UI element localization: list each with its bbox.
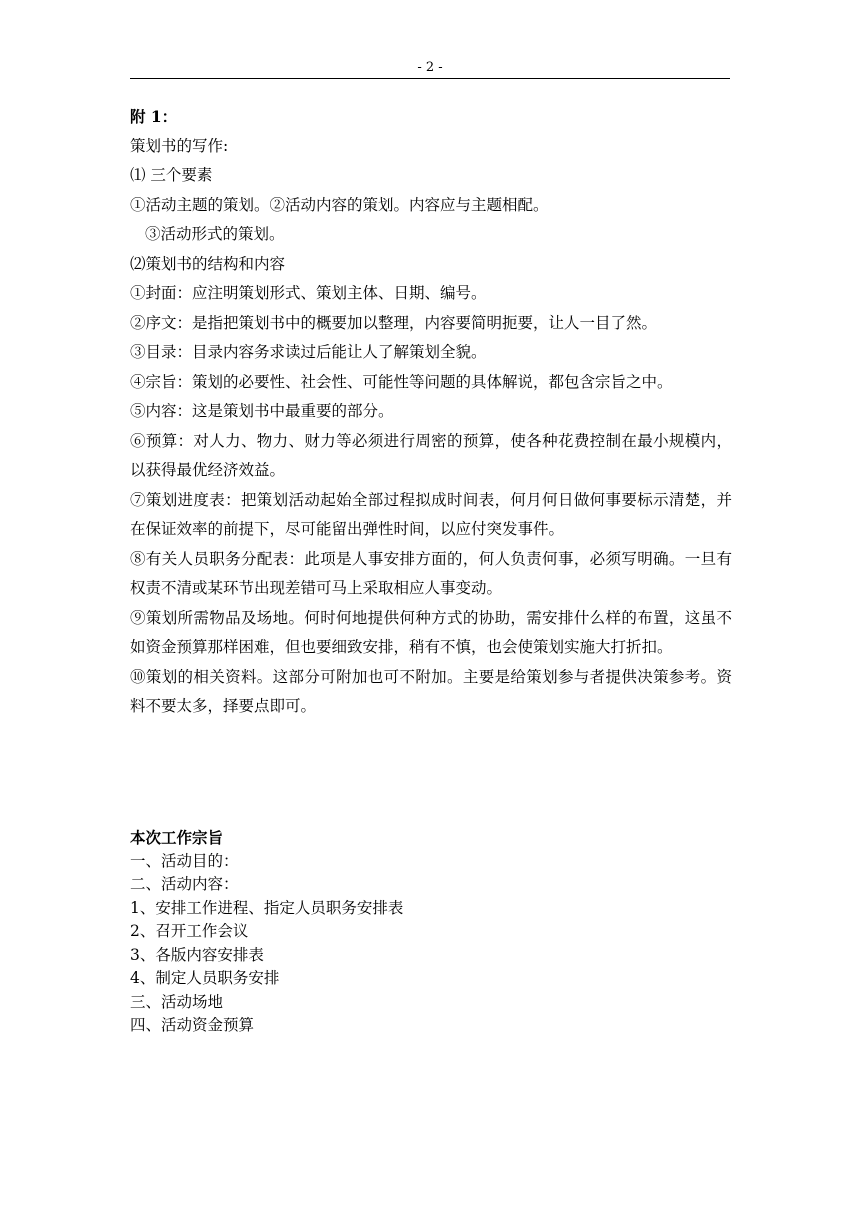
work-purpose-line: 1、安排工作进程、指定人员职务安排表 [130, 898, 404, 917]
appendix-section [130, 102, 732, 722]
structure-item-staffing: ⑧有关人员职务分配表：此项是人事安排方面的，何人负责何事，必须写明确。一旦有权责不清或某环节出现差错可马上采取相应人事变动。 [130, 549, 732, 597]
structure-heading: ⑵策划书的结构和内容 [130, 254, 286, 273]
structure-item-contents: ③目录：目录内容务求读过后能让人了解策划全貌。 [130, 343, 487, 361]
appendix-subtitle: 策划书的写作: [130, 136, 229, 155]
work-purpose-line: 4、制定人员职务安排 [130, 969, 280, 987]
structure-item-references: ⑩策划的相关资料。这部分可附加也可不附加。主要是给策划参与者提供决策参考。资料不要太多，择要点即可。 [130, 667, 732, 715]
elements-heading: ⑴ 三个要素 [130, 166, 213, 184]
element-item: ①活动主题的策划。②活动内容的策划。内容应与主题相配。 [130, 195, 549, 214]
header-rule [130, 78, 730, 79]
element-item: ③活动形式的策划。 [145, 225, 285, 243]
structure-item-content: ⑤内容：这是策划书中最重要的部分。 [130, 402, 394, 420]
work-purpose-line: 一、活动目的： [130, 851, 239, 870]
work-purpose-line: 二、活动内容： [130, 875, 239, 893]
structure-item-budget: ⑥预算：对人力、物力、财力等必须进行周密的预算，使各种花费控制在最小规模内，以获得最优经济效益。 [130, 431, 732, 479]
work-purpose-line: 四、活动资金预算 [130, 1016, 255, 1034]
appendix-title: 附 1： [130, 107, 178, 126]
work-purpose-title: 本次工作宗旨 [130, 828, 224, 847]
structure-item-purpose: ④宗旨：策划的必要性、社会性、可能性等问题的具体解说，都包含宗旨之中。 [130, 372, 673, 391]
page-number: - 2 - [417, 60, 443, 75]
structure-item-cover: ①封面：应注明策划形式、策划主体、日期、编号。 [130, 284, 487, 302]
work-purpose-section [130, 826, 730, 1038]
work-purpose-line: 3、各版内容安排表 [130, 945, 264, 964]
work-purpose-line: 2、召开工作会议 [130, 922, 249, 940]
structure-item-preface: ②序文：是指把策划书中的概要加以整理，内容要简明扼要，让人一目了然。 [130, 313, 658, 332]
structure-item-materials: ⑨策划所需物品及场地。何时何地提供何种方式的协助，需安排什么样的布置，这虽不如资金预算那样困难，但也要细致安排，稍有不慎，也会使策划实施大打折扣。 [130, 608, 732, 656]
work-purpose-line: 三、活动场地 [130, 992, 224, 1011]
structure-item-schedule: ⑦策划进度表：把策划活动起始全部过程拟成时间表，何月何日做何事要标示清楚，并在保证效率的前提下，尽可能留出弹性时间，以应付突发事件。 [130, 490, 732, 538]
